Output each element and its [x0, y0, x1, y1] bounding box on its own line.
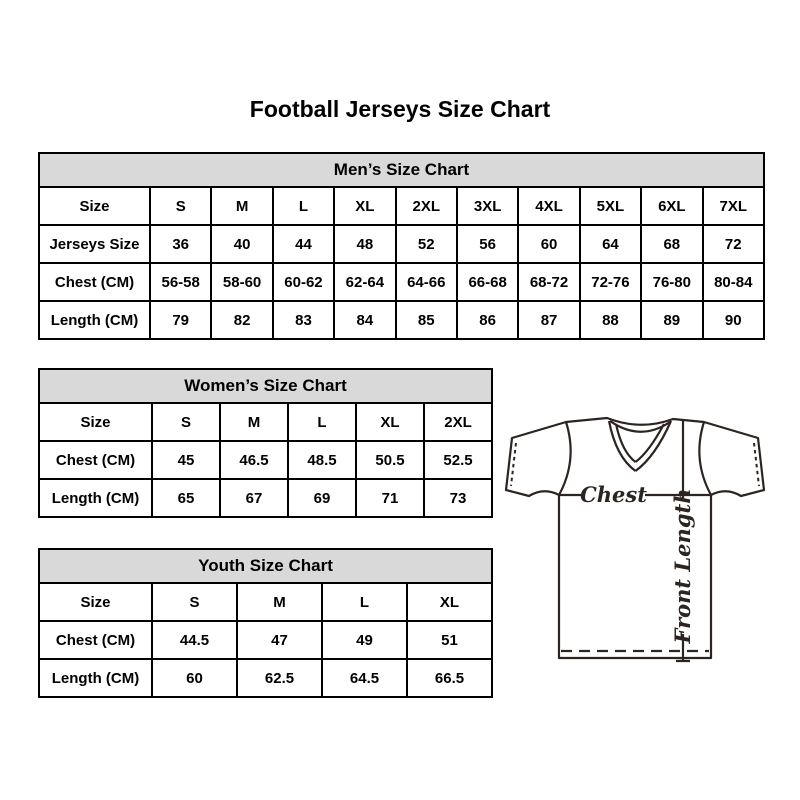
mens-size-table [38, 152, 765, 340]
table-cell: 48.5 [288, 441, 356, 479]
table-cell: 58-60 [211, 263, 272, 301]
table-cell: 68 [641, 225, 702, 263]
table-cell: 64-66 [396, 263, 457, 301]
size-col-header: 2XL [396, 187, 457, 225]
left-armhole-seam [559, 422, 571, 495]
table-cell: 60-62 [273, 263, 334, 301]
size-col-header: 2XL [424, 403, 492, 441]
size-col-header: 5XL [580, 187, 641, 225]
table-cell: 71 [356, 479, 424, 517]
table-cell: 48 [334, 225, 395, 263]
table-cell: 64 [580, 225, 641, 263]
size-header-row [39, 583, 492, 621]
table-cell: 73 [424, 479, 492, 517]
table-cell: 36 [150, 225, 211, 263]
table-cell: 65 [152, 479, 220, 517]
table-cell: 67 [220, 479, 288, 517]
size-col-header: XL [356, 403, 424, 441]
table-header-row [39, 549, 492, 583]
right-armhole-seam [699, 422, 711, 495]
row-label-cell: Size [39, 583, 152, 621]
size-header-row [39, 187, 764, 225]
table-cell: 66-68 [457, 263, 518, 301]
jersey-measurement-diagram [504, 410, 766, 670]
row-label-cell: Length (CM) [39, 479, 152, 517]
womens-table-title: Women’s Size Chart [39, 369, 492, 403]
size-col-header: M [237, 583, 322, 621]
table-row [39, 479, 492, 517]
table-cell: 47 [237, 621, 322, 659]
size-col-header: XL [407, 583, 492, 621]
youth-table-title: Youth Size Chart [39, 549, 492, 583]
youth-size-table [38, 548, 493, 698]
table-cell: 80-84 [703, 263, 764, 301]
size-col-header: 3XL [457, 187, 518, 225]
table-cell: 56 [457, 225, 518, 263]
table-cell: 49 [322, 621, 407, 659]
table-cell: 60 [518, 225, 579, 263]
table-row [39, 263, 764, 301]
size-col-header: L [322, 583, 407, 621]
table-cell: 56-58 [150, 263, 211, 301]
row-label-cell: Jerseys Size [39, 225, 150, 263]
table-row [39, 441, 492, 479]
table-row [39, 225, 764, 263]
table-cell: 82 [211, 301, 272, 339]
table-cell: 66.5 [407, 659, 492, 697]
table-cell: 90 [703, 301, 764, 339]
row-label-cell: Length (CM) [39, 301, 150, 339]
size-col-header: L [288, 403, 356, 441]
size-col-header: XL [334, 187, 395, 225]
table-cell: 72 [703, 225, 764, 263]
front-length-label: Front Length [670, 488, 695, 644]
table-cell: 45 [152, 441, 220, 479]
table-cell: 79 [150, 301, 211, 339]
row-label-cell: Length (CM) [39, 659, 152, 697]
table-cell: 88 [580, 301, 641, 339]
size-col-header: M [220, 403, 288, 441]
table-cell: 69 [288, 479, 356, 517]
table-cell: 52 [396, 225, 457, 263]
chest-label: Chest [580, 482, 647, 507]
row-label-cell: Chest (CM) [39, 263, 150, 301]
row-label-cell: Size [39, 403, 152, 441]
row-label-cell: Size [39, 187, 150, 225]
table-cell: 89 [641, 301, 702, 339]
table-header-row [39, 369, 492, 403]
table-cell: 87 [518, 301, 579, 339]
row-label-cell: Chest (CM) [39, 621, 152, 659]
table-cell: 44 [273, 225, 334, 263]
size-col-header: S [150, 187, 211, 225]
table-cell: 52.5 [424, 441, 492, 479]
table-row [39, 621, 492, 659]
table-cell: 76-80 [641, 263, 702, 301]
size-col-header: M [211, 187, 272, 225]
jersey-outline [506, 418, 764, 658]
size-col-header: 6XL [641, 187, 702, 225]
size-col-header: S [152, 583, 237, 621]
table-cell: 51 [407, 621, 492, 659]
table-cell: 46.5 [220, 441, 288, 479]
size-col-header: S [152, 403, 220, 441]
table-cell: 72-76 [580, 263, 641, 301]
table-cell: 85 [396, 301, 457, 339]
size-col-header: 7XL [703, 187, 764, 225]
table-cell: 40 [211, 225, 272, 263]
table-cell: 86 [457, 301, 518, 339]
mens-table-title: Men’s Size Chart [39, 153, 764, 187]
table-cell: 62-64 [334, 263, 395, 301]
table-cell: 50.5 [356, 441, 424, 479]
size-col-header: L [273, 187, 334, 225]
womens-size-table [38, 368, 493, 518]
table-cell: 68-72 [518, 263, 579, 301]
table-header-row [39, 153, 764, 187]
table-row [39, 301, 764, 339]
table-cell: 44.5 [152, 621, 237, 659]
table-cell: 60 [152, 659, 237, 697]
size-col-header: 4XL [518, 187, 579, 225]
page-title: Football Jerseys Size Chart [249, 96, 551, 122]
row-label-cell: Chest (CM) [39, 441, 152, 479]
table-cell: 84 [334, 301, 395, 339]
table-row [39, 659, 492, 697]
table-cell: 64.5 [322, 659, 407, 697]
size-header-row [39, 403, 492, 441]
table-cell: 62.5 [237, 659, 322, 697]
table-cell: 83 [273, 301, 334, 339]
